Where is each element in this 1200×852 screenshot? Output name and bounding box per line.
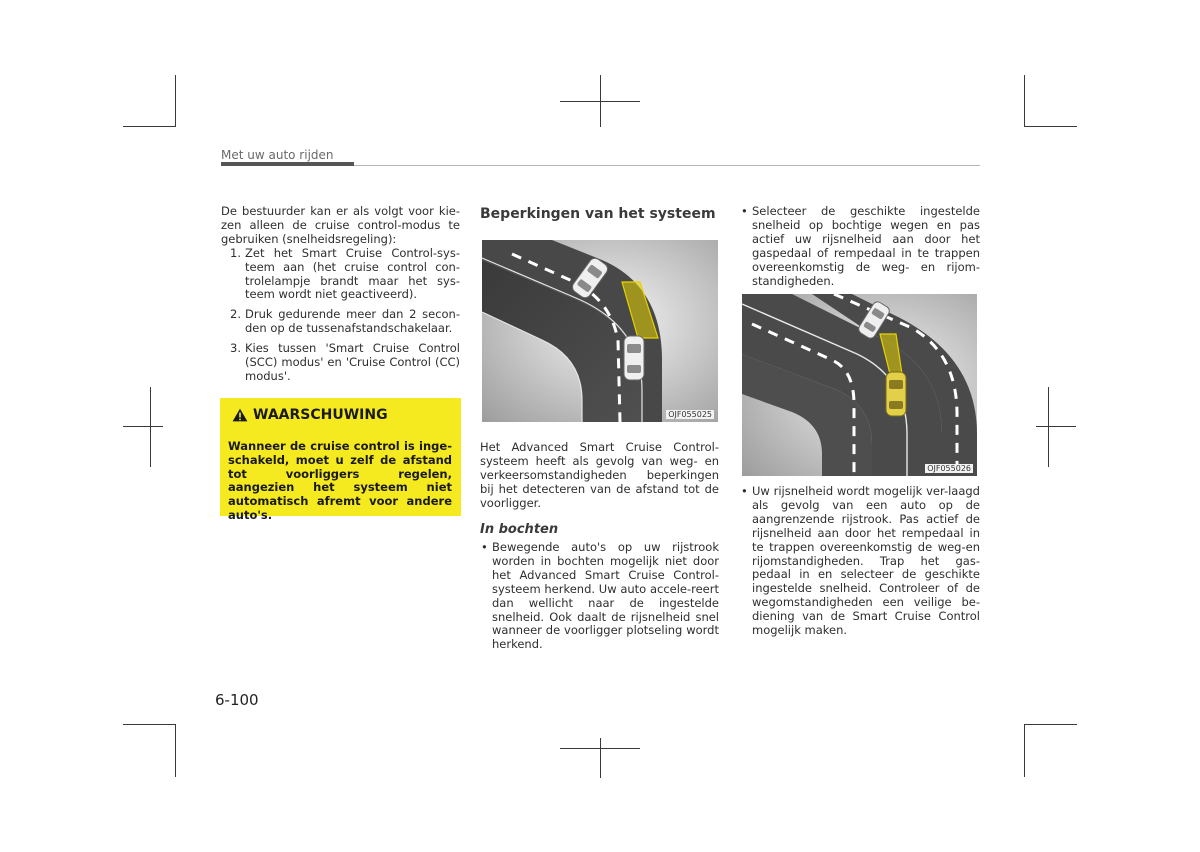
bullet-item [741,205,980,288]
bullet-dot: • [741,204,748,218]
step-number: 1. [230,245,241,260]
figure-curve-road-1 [482,240,718,422]
warning-body: Wanneer de cruise control is inge-schakeld, moet u zelf de afstand tot voorliggers regelen, aangezien het systeem niet automatisch afremt voor andere auto's. [228,439,452,522]
figure-label: OJF055025 [668,410,712,419]
step-text: Kies tussen 'Smart Cruise Control (SCC) modus' en 'Cruise Control (CC) modus'. [245,341,460,383]
section-header: Met uw auto rijden [221,148,334,162]
bullet-item [481,541,719,652]
section-title: Beperkingen van het systeem [480,206,716,222]
intro-paragraph: De bestuurder kan er als volgt voor kie-zen alleen de cruise control-modus te gebruiken (snelheidsregeling): [221,204,460,246]
header-bar [221,162,354,166]
warning-triangle-icon [232,408,248,422]
bullet-text: Selecteer de geschikte ingestelde snelheid op bochtige wegen en pas actief uw rijsnelheid aan door het gaspedaal of rempedaal in te trappen overeenkomstig de weg- en rijom-standigheden. [752,204,980,288]
figure-curve-road-2 [742,294,977,476]
bullet-dot: • [741,484,748,498]
bullet-item [741,485,980,638]
bullet-text: Uw rijsnelheid wordt mogelijk ver-laagd als gevolg van een auto op de aangrenzende rijstrook. Pas actief de rijsnelheid aan door het rempedaal in te trappen overeenkomstig de weg-en rijomstandigheden. Trap het gas-pedaal in en selecteer de geschikte ingestelde snelheid. Controleer of de wegomstandigheden een veilige be-diening van de Smart Cruise Control mogelijk maken. [752,484,980,638]
step-number: 2. [230,307,241,322]
header-rule [354,165,980,166]
figure-label: OJF055026 [927,464,971,473]
step-item [221,342,460,384]
left-column [221,205,460,384]
bullet-dot: • [481,540,488,554]
step-item [221,308,460,336]
warning-heading [232,407,388,423]
warning-box [220,398,461,522]
subsection-title: In bochten [480,522,559,537]
step-number: 3. [230,341,241,356]
step-text: Druk gedurende meer dan 2 secon-den op de tussenafstandschakelaar. [245,307,460,336]
middle-paragraph: Het Advanced Smart Cruise Control-systeem heeft als gevolg van weg- en verkeersomstandigheden beperkingen bij het detecteren van de afstand tot de voorligger. [480,440,719,510]
bullet-text: Bewegende auto's op uw rijstrook worden in bochten mogelijk niet door het Advanced Smart Cruise Control-systeem herkend. Uw auto accele-reert dan wellicht naar de ingestelde snelheid. Ook daalt de rijsnelheid snel wanneer de voorligger plotseling wordt herkend. [492,540,719,652]
page-number: 6-100 [215,691,259,709]
warning-title: WAARSCHUWING [253,407,388,423]
step-text: Zet het Smart Cruise Control-sys-teem aan (het cruise control con-trolelampje brandt maar het sys-teem wordt niet geactiveerd). [245,245,460,302]
step-item [221,247,460,303]
